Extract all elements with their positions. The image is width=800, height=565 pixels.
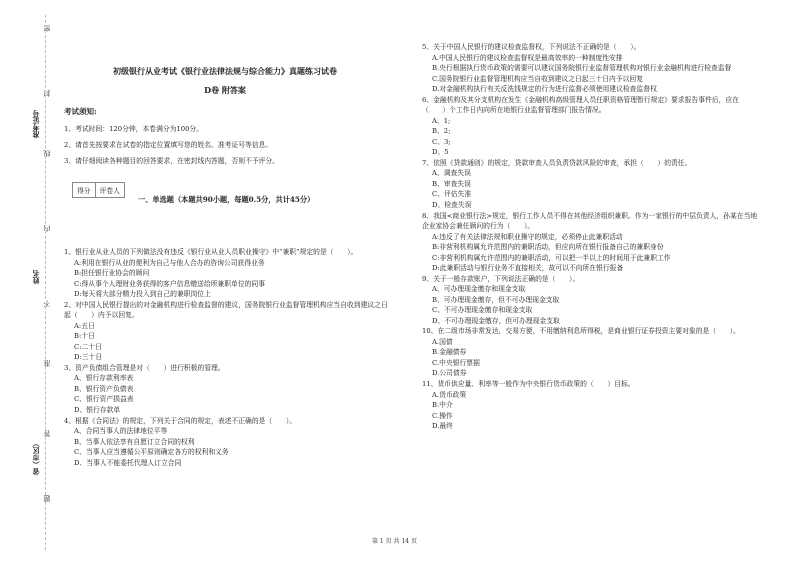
binding-char: 不 — [43, 300, 51, 307]
margin-label-exam-number: 准考证号 — [31, 110, 40, 138]
answer-option: D:三十日 — [74, 353, 103, 362]
answer-option: C:得从事个人理财业务获得的客户信息赠送给所兼职单位的同事 — [74, 279, 266, 288]
left-questions — [64, 247, 394, 468]
question-text: 8、我国<商业银行法>规定，银行工作人员不得在其他经济组织兼职。作为一家银行的中层负责人，孙某在当地企业家协会兼任顾问的行为（ ）。 — [422, 211, 758, 231]
answer-option: C、3; — [432, 137, 451, 146]
answer-option: C.国务院银行业监督管理机构应当自收到建议之日起三十日内予以回复 — [432, 74, 644, 83]
answer-option: A:利用在银行从业的便利为自己与他人合办的咨询公司获得业务 — [74, 258, 265, 267]
answer-option: B:非营利机构属允许范围内的兼职活动，但应向所在银行报备自己的兼职身份 — [432, 243, 664, 252]
page-footer: 第 1 页 共 14 页 — [372, 538, 417, 545]
binding-char: 题 — [43, 495, 51, 502]
binding-char: 线 — [43, 150, 51, 157]
notice-heading: 考试须知: — [64, 107, 97, 116]
answer-option: D:每天将大部分精力投入到自己的兼职岗位上 — [74, 290, 211, 299]
section-heading: 一、单选题（本题共90小题，每题0.5分，共计45分） — [138, 195, 315, 204]
notice-item: 2、请首先按要求在试卷的指定位置填写您的姓名、准考证号等信息。 — [64, 140, 273, 149]
binding-char: 准 — [43, 360, 51, 367]
answer-option: A.中国人民银行的建议检查监督权是最高效率的一种制度性安排 — [432, 53, 623, 62]
margin-label-province: 省（市区） — [31, 440, 40, 475]
question-text: 11、货币供应量、利率等一般作为中央银行货币政策的（ ）目标。 — [422, 380, 635, 388]
answer-option: B、2; — [432, 127, 451, 136]
answer-option: C、银行资产损益表 — [74, 395, 134, 404]
grader-label: 评卷人 — [99, 187, 120, 195]
score-label: 得分 — [73, 183, 96, 197]
answer-option: B、审查失误 — [432, 179, 471, 188]
answer-option: D.对金融机构执行有关反洗钱规定的行为进行监督必须使用建议检查监督权 — [432, 85, 657, 94]
question-text: 2、对中国人民银行提出的对金融机构进行检查监督的建议，国务院银行业监督管理机构应当自收到建议之日起（ ）内予以回复。 — [64, 300, 388, 320]
question-text: 1、银行业从业人员的下列做法没有违反《银行业从业人员职业操守》中“兼职”规定的是（ ）。 — [64, 248, 358, 256]
answer-option: A:五日 — [74, 321, 95, 330]
binding-char: 封 — [43, 90, 51, 97]
right-questions — [422, 42, 762, 432]
margin-label-name: 姓名 — [31, 270, 40, 284]
answer-option: C、当事人应当遵循公平原则确定各方的权利和义务 — [74, 448, 229, 457]
answer-option: A、可办理现金缴存和现金支取 — [432, 285, 526, 294]
exam-subtitle: D卷 附答案 — [204, 85, 246, 95]
answer-option: D、当事人不能委托代理人订立合同 — [74, 458, 182, 467]
answer-option: B.金融债券 — [432, 348, 467, 357]
answer-option: C:非营利机构属允许范围内的兼职活动，可以把一半以上的时间用于此兼职工作 — [432, 253, 671, 262]
question-text: 7、依照《贷款通则》的规定，贷款审查人员负责贷款风险的审查，承担（ ）的责任。 — [422, 158, 692, 167]
question-text: 5、关于中国人民银行的建议检查监督权，下列说法不正确的是（ ）。 — [422, 43, 641, 51]
left-column — [64, 106, 394, 170]
answer-option: C:二十日 — [74, 342, 102, 351]
answer-option: D、5 — [432, 148, 449, 157]
answer-option: D.最终 — [432, 422, 453, 431]
score-box — [72, 182, 125, 198]
answer-option: C、不可办理现金缴存和现金支取 — [432, 306, 533, 315]
exam-title: 初级银行从业考试《银行业法律法规与综合能力》真题练习试卷 — [113, 66, 337, 76]
binding-char: 内 — [43, 225, 51, 232]
answer-option: C.操作 — [432, 411, 453, 420]
answer-option: B:十日 — [74, 332, 95, 341]
question-text: 6、金融机构及其分支机构在发生《金融机构高级管理人员任职资格管理暂行规定》要求报告事件后，应在（ ）个工作日内向所在地银行业监督管理部门报告情况。 — [422, 95, 739, 115]
answer-option: B.中介 — [432, 401, 453, 410]
answer-option: A:违反了有关法律法规和职业操守的规定，必须停止此兼职活动 — [432, 232, 623, 241]
binding-char: 密 — [43, 25, 51, 32]
answer-option: C.中央银行票据 — [432, 358, 480, 367]
answer-option: D.公司债券 — [432, 369, 467, 378]
answer-option: A、合同当事人的法律地位平等 — [74, 427, 168, 436]
notice-item: 3、请仔细阅读各种题目的回答要求，在密封线内答题，否则不予评分。 — [64, 157, 280, 166]
question-text: 3、资产负债组合管理是对（ ）进行积极的管理。 — [64, 363, 225, 372]
answer-option: B、可办理现金缴存，但不可办理现金支取 — [432, 295, 560, 304]
answer-option: D、银行存款单 — [74, 405, 121, 414]
notice-item: 1、考试时间：120分钟，本卷满分为100分。 — [64, 124, 204, 133]
answer-option: B.央行根据执行货币政策的需要可以建议国务院银行业监督管理机构对银行业金融机构进行检查监督 — [432, 64, 732, 73]
answer-option: B、当事人依法享有自愿订立合同的权利 — [74, 437, 195, 446]
answer-option: A、调查失误 — [432, 169, 471, 178]
question-text: 9、关于一般存款账户，下列说法正确的是（ ）。 — [422, 274, 580, 283]
question-text: 10、在二级市场非常发达，交易方便，不用缴纳利息所得税，是商业银行证券投资主要对象的是（ ）。 — [422, 327, 740, 336]
answer-option: B、银行资产负债表 — [74, 384, 134, 393]
answer-option: A、1; — [432, 116, 451, 125]
binding-char: 答 — [43, 430, 51, 437]
answer-option: B:担任银行业协会的顾问 — [74, 269, 150, 278]
answer-option: D、检查失误 — [432, 200, 472, 209]
answer-option: D、不可办理现金缴存，但可办理现金支取 — [432, 316, 560, 325]
answer-option: A.货币政策 — [432, 390, 467, 399]
answer-option: D:此兼职活动与银行业务不直接相关，故可以不向所在银行报备 — [432, 264, 624, 273]
answer-option: A、银行存款利率表 — [74, 374, 134, 383]
question-text: 4、根据《合同法》的规定，下列关于合同的规定，表述不正确的是（ ）。 — [64, 416, 297, 425]
answer-option: C、评估失准 — [432, 190, 472, 199]
answer-option: A.国债 — [432, 337, 453, 346]
